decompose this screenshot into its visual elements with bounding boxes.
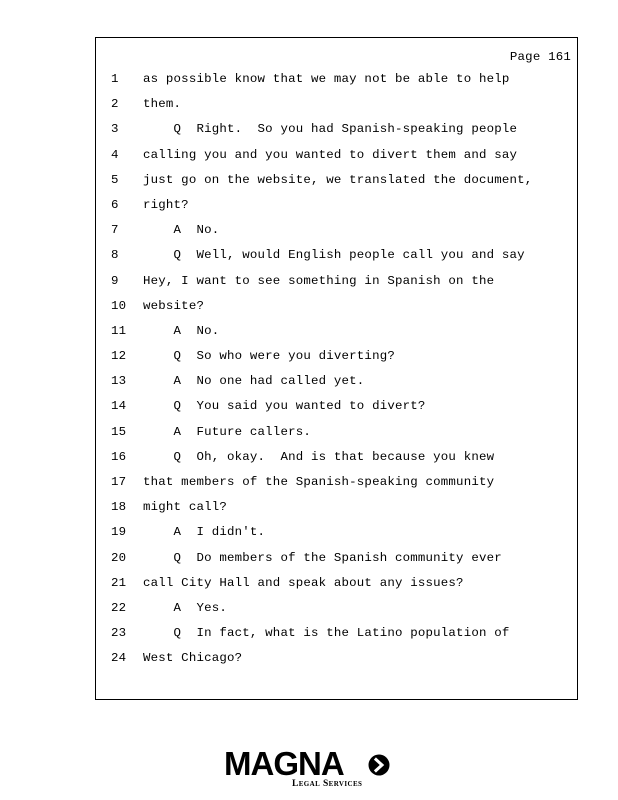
transcript-line (96, 551, 577, 576)
transcript-line (96, 274, 577, 299)
transcript-line (96, 651, 577, 676)
page-number: Page 161 (509, 50, 571, 64)
line-number: 23 (111, 626, 127, 641)
transcript-line (96, 173, 577, 198)
line-number: 6 (111, 197, 119, 212)
logo-wordmark: MAGNA (224, 745, 344, 782)
line-text: A No one had called yet. (143, 374, 365, 389)
transcript-line (96, 425, 577, 450)
line-number: 1 (111, 72, 119, 86)
transcript-line (96, 475, 577, 500)
transcript-line (96, 72, 577, 97)
line-text: Q Right. So you had Spanish-speaking people (143, 122, 518, 137)
line-number: 19 (111, 525, 127, 540)
line-text: A No. (143, 323, 220, 338)
line-text: West Chicago? (143, 651, 243, 666)
line-text: them. (143, 97, 182, 112)
transcript-line (96, 450, 577, 475)
line-text: Q So who were you diverting? (143, 349, 395, 364)
line-number: 9 (111, 273, 119, 288)
transcript-line (96, 601, 577, 626)
line-text: Q Oh, okay. And is that because you knew (143, 449, 495, 464)
transcript-line (96, 349, 577, 374)
transcript-line (96, 500, 577, 525)
line-number: 8 (111, 248, 119, 263)
line-number: 17 (111, 475, 127, 489)
line-number: 16 (111, 449, 127, 464)
line-number: 2 (111, 97, 119, 112)
line-text: Q You said you wanted to divert? (143, 399, 426, 414)
line-text: Q In fact, what is the Latino population of (143, 626, 510, 641)
line-text: might call? (143, 500, 227, 515)
transcript-line (96, 399, 577, 424)
line-number: 18 (111, 500, 127, 515)
line-number: 3 (111, 122, 119, 137)
line-text: call City Hall and speak about any issues? (143, 575, 464, 590)
transcript-line (96, 148, 577, 173)
line-text: as possible know that we may not be able to help (143, 72, 510, 86)
line-text: calling you and you wanted to divert them and say (143, 147, 518, 162)
line-text: A No. (143, 223, 220, 238)
arrow-right-circle-icon (368, 754, 390, 776)
line-text: A I didn't. (143, 525, 266, 540)
transcript-lines (96, 72, 577, 677)
line-number: 20 (111, 550, 127, 565)
transcript-line (96, 223, 577, 248)
transcript-line (96, 626, 577, 651)
line-text: right? (143, 197, 189, 212)
line-number: 14 (111, 399, 127, 414)
line-text: Q Well, would English people call you and say (143, 248, 525, 263)
transcript-page (95, 37, 578, 700)
line-text: just go on the website, we translated the document, (143, 172, 533, 187)
line-text: A Yes. (143, 600, 227, 615)
line-number: 10 (111, 298, 127, 313)
transcript-line (96, 198, 577, 223)
line-number: 22 (111, 600, 127, 615)
line-number: 13 (111, 374, 127, 389)
line-number: 12 (111, 349, 127, 364)
line-text: A Future callers. (143, 424, 311, 439)
transcript-line (96, 122, 577, 147)
line-number: 15 (111, 424, 127, 439)
line-text: website? (143, 298, 205, 313)
transcript-line (96, 324, 577, 349)
line-number: 5 (111, 172, 119, 187)
line-number: 4 (111, 147, 119, 162)
transcript-line (96, 525, 577, 550)
transcript-line (96, 97, 577, 122)
transcript-line (96, 248, 577, 273)
line-number: 11 (111, 323, 127, 338)
logo-tagline: Legal Services (292, 779, 363, 789)
transcript-line (96, 299, 577, 324)
line-number: 24 (111, 651, 127, 666)
magna-logo (222, 746, 402, 794)
transcript-line (96, 374, 577, 399)
line-text: Hey, I want to see something in Spanish on the (143, 273, 495, 288)
line-number: 7 (111, 223, 119, 238)
line-number: 21 (111, 575, 127, 590)
transcript-line (96, 576, 577, 601)
line-text: Q Do members of the Spanish community ever (143, 550, 502, 565)
line-text: that members of the Spanish-speaking community (143, 475, 495, 489)
